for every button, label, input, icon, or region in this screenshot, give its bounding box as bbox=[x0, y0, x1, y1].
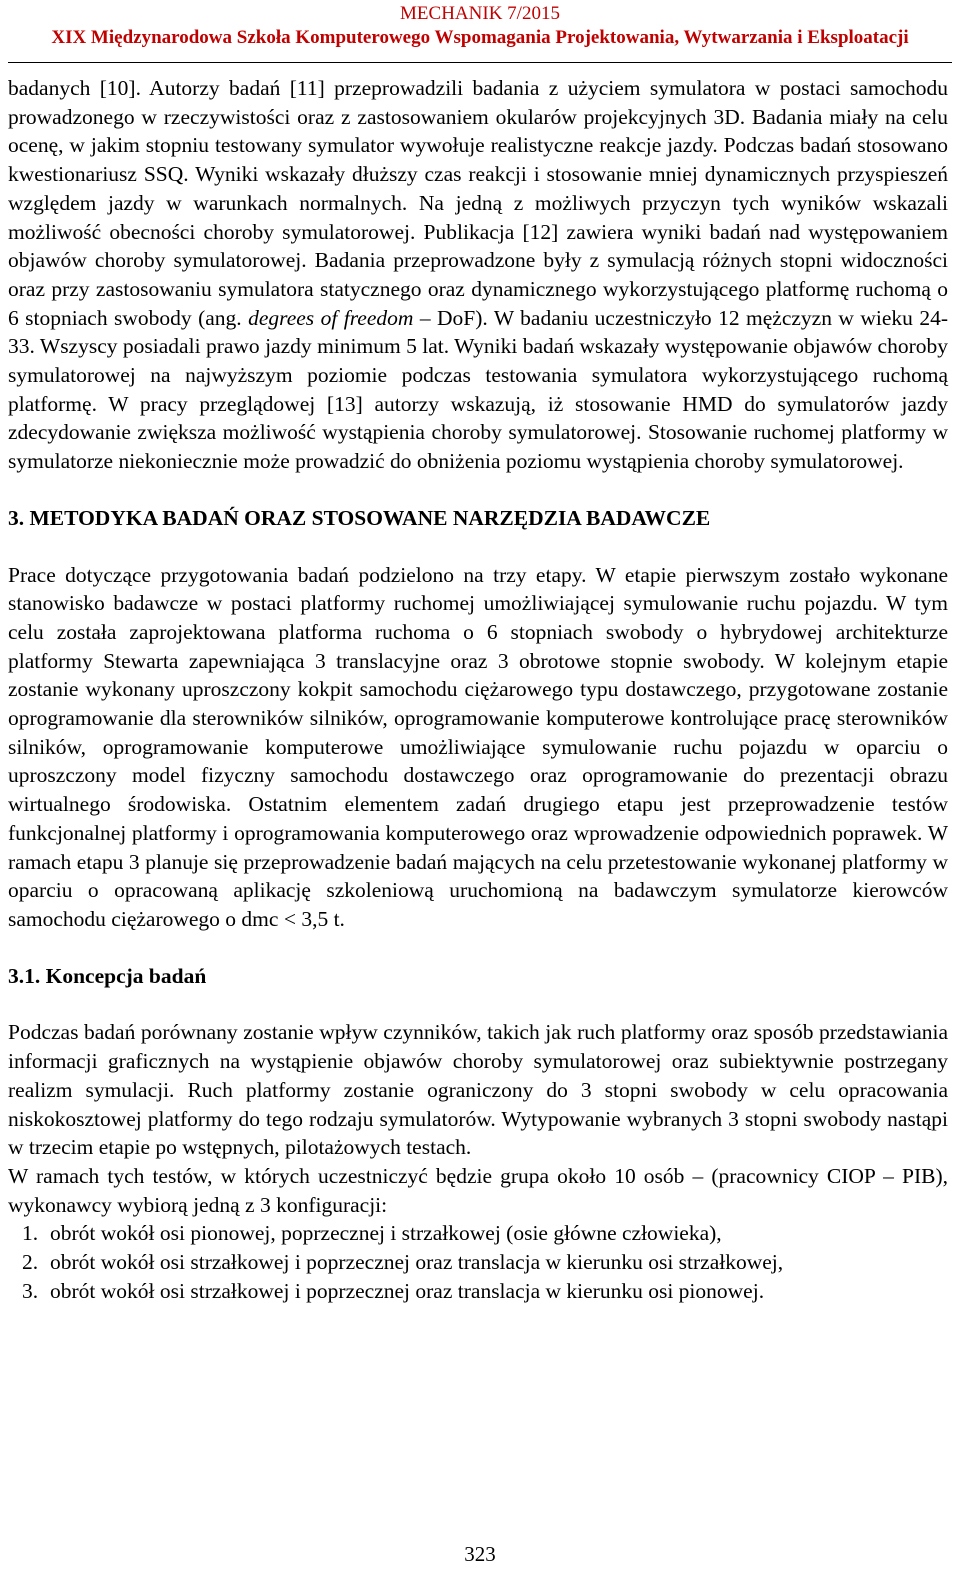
page-content bbox=[8, 74, 948, 1305]
paragraph-text: – DoF). W badaniu uczestniczyło 12 mężczyzn w wieku 24-33. Wszyscy posiadali prawo jazdy minimum 5 lat. Wyniki badań wskazały występowanie objawów choroby symulatorowej na najwyższym poziomie podczas testowania symulatora wykorzystującego ruchomą platformę. W pracy przeglądowej [13] autorzy wskazują, iż stosowanie HMD do symulatorów jazdy zdecydowanie zwiększa możliwość wystąpienia choroby symulatorowej. Stosowanie ruchomej platformy w symulatorze niekoniecznie może prowadzić do obniżenia poziomu wystąpienia choroby symulatorowej. bbox=[8, 305, 948, 474]
journal-title: MECHANIK 7/2015 bbox=[400, 3, 560, 24]
section-heading-3-1: 3.1. Koncepcja badań bbox=[8, 963, 207, 988]
paragraph-concept: Podczas badań porównany zostanie wpływ czynników, takich jak ruch platformy oraz sposób przedstawiania informacji graficznych na wystąpienie objawów choroby symulatorowej oraz subiektywnie postrzegany realizm symulacji. Ruch platformy zostanie ograniczony do 3 stopni swobody w celu opracowania niskokosztowej platformy do tego rodzaju symulatorów. Wytypowanie wybranych 3 stopni swobody nastąpi w trzecim etapie po wstępnych, pilotażowych testach. bbox=[8, 1020, 948, 1160]
configuration-list bbox=[8, 1219, 948, 1305]
paragraph-methodology: Prace dotyczące przygotowania badań podzielono na trzy etapy. W etapie pierwszym zostało wykonane stanowisko badawcze w postaci platformy ruchomej umożliwiającej symulowanie ruchu pojazdu. W tym celu została zaprojektowana platforma ruchoma o 6 stopniach swobody o hybrydowej architekturze platformy Stewarta zapewniająca 3 translacyjne oraz 3 obrotowe stopnie swobody. W kolejnym etapie zostanie wykonany uproszczony kokpit samochodu ciężarowego typu dostawczego, przygotowane zostanie oprogramowanie dla sterowników silników, oprogramowanie komputerowe kontrolujące pracę sterowników silników, oprogramowanie komputerowe umożliwiające symulowanie ruchu pojazdu w oparciu o uproszczony model fizyczny samochodu dostawczego oraz oprogramowanie do prezentacji obrazu wirtualnego środowiska. Ostatnim elementem zadań drugiego etapu jest przeprowadzenie testów funkcjonalnej platformy i oprogramowania komputerowego oraz wprowadzenie odpowiednich poprawek. W ramach etapu 3 planuje się przeprowadzenie badań mających na celu przetestowanie wykonanej platformy w oparciu o opracowaną aplikację szkoleniową uruchomioną na badawczym symulatorze kierowców samochodu ciężarowego o dmc < 3,5 t. bbox=[8, 562, 948, 931]
header-divider bbox=[8, 62, 952, 63]
page-number: 323 bbox=[464, 1542, 496, 1566]
list-item-text: obrót wokół osi strzałkowej i poprzecznej oraz translacja w kierunku osi strzałkowej, bbox=[50, 1250, 784, 1275]
list-item bbox=[8, 1277, 948, 1306]
italic-term: degrees of freedom bbox=[248, 305, 414, 330]
paragraph-tests: W ramach tych testów, w których uczestniczyć będzie grupa około 10 osób – (pracownicy CIOP – PIB), wykonawcy wybiorą jedną z 3 konfiguracji: bbox=[8, 1163, 948, 1217]
list-item-number: 3. bbox=[22, 1278, 39, 1303]
list-item bbox=[8, 1219, 948, 1248]
paragraph-text: badanych [10]. Autorzy badań [11] przeprowadzili badania z użyciem symulatora w postaci samochodu prowadzonego w rzeczywistości oraz z zastosowaniem okularów projekcyjnych 3D. Badania miały na celu ocenę, w jakim stopniu testowany symulator wywołuje realistyczne reakcje jazdy. Podczas badań stosowano kwestionariusz SSQ. Wyniki wskazały dłuższy czas reakcji i stosowanie mniej dynamicznych przyspieszeń względem jazdy w warunkach normalnych. Na jedną z możliwych przyczyn tych wyników wskazali możliwość obecności choroby symulatorowej. Publikacja [12] zawiera wyniki badań nad występowaniem objawów choroby symulatorowej. Badania przeprowadzone były z symulacją różnych stopni widoczności oraz przy zastosowaniu symulatora statycznego oraz dynamicznego wykorzystującego platformę ruchomą o 6 stopniach swobody (ang. bbox=[8, 76, 948, 330]
list-item-text: obrót wokół osi strzałkowej i poprzecznej oraz translacja w kierunku osi pionowej. bbox=[50, 1278, 765, 1303]
list-item bbox=[8, 1248, 948, 1277]
paragraph-literature-review bbox=[8, 74, 948, 476]
spacer bbox=[8, 990, 948, 1018]
list-item-text: obrót wokół osi pionowej, poprzecznej i strzałkowej (osie główne człowieka), bbox=[50, 1221, 722, 1246]
list-item-number: 1. bbox=[22, 1221, 39, 1246]
list-item-number: 2. bbox=[22, 1250, 39, 1275]
section-heading-3: 3. METODYKA BADAŃ ORAZ STOSOWANE NARZĘDZIA BADAWCZE bbox=[8, 505, 711, 530]
spacer bbox=[8, 533, 948, 561]
spacer bbox=[8, 476, 948, 504]
spacer bbox=[8, 934, 948, 962]
conference-title: XIX Międzynarodowa Szkoła Komputerowego Wspomagania Projektowania, Wytwarzania i Eksploatacji bbox=[51, 27, 909, 48]
